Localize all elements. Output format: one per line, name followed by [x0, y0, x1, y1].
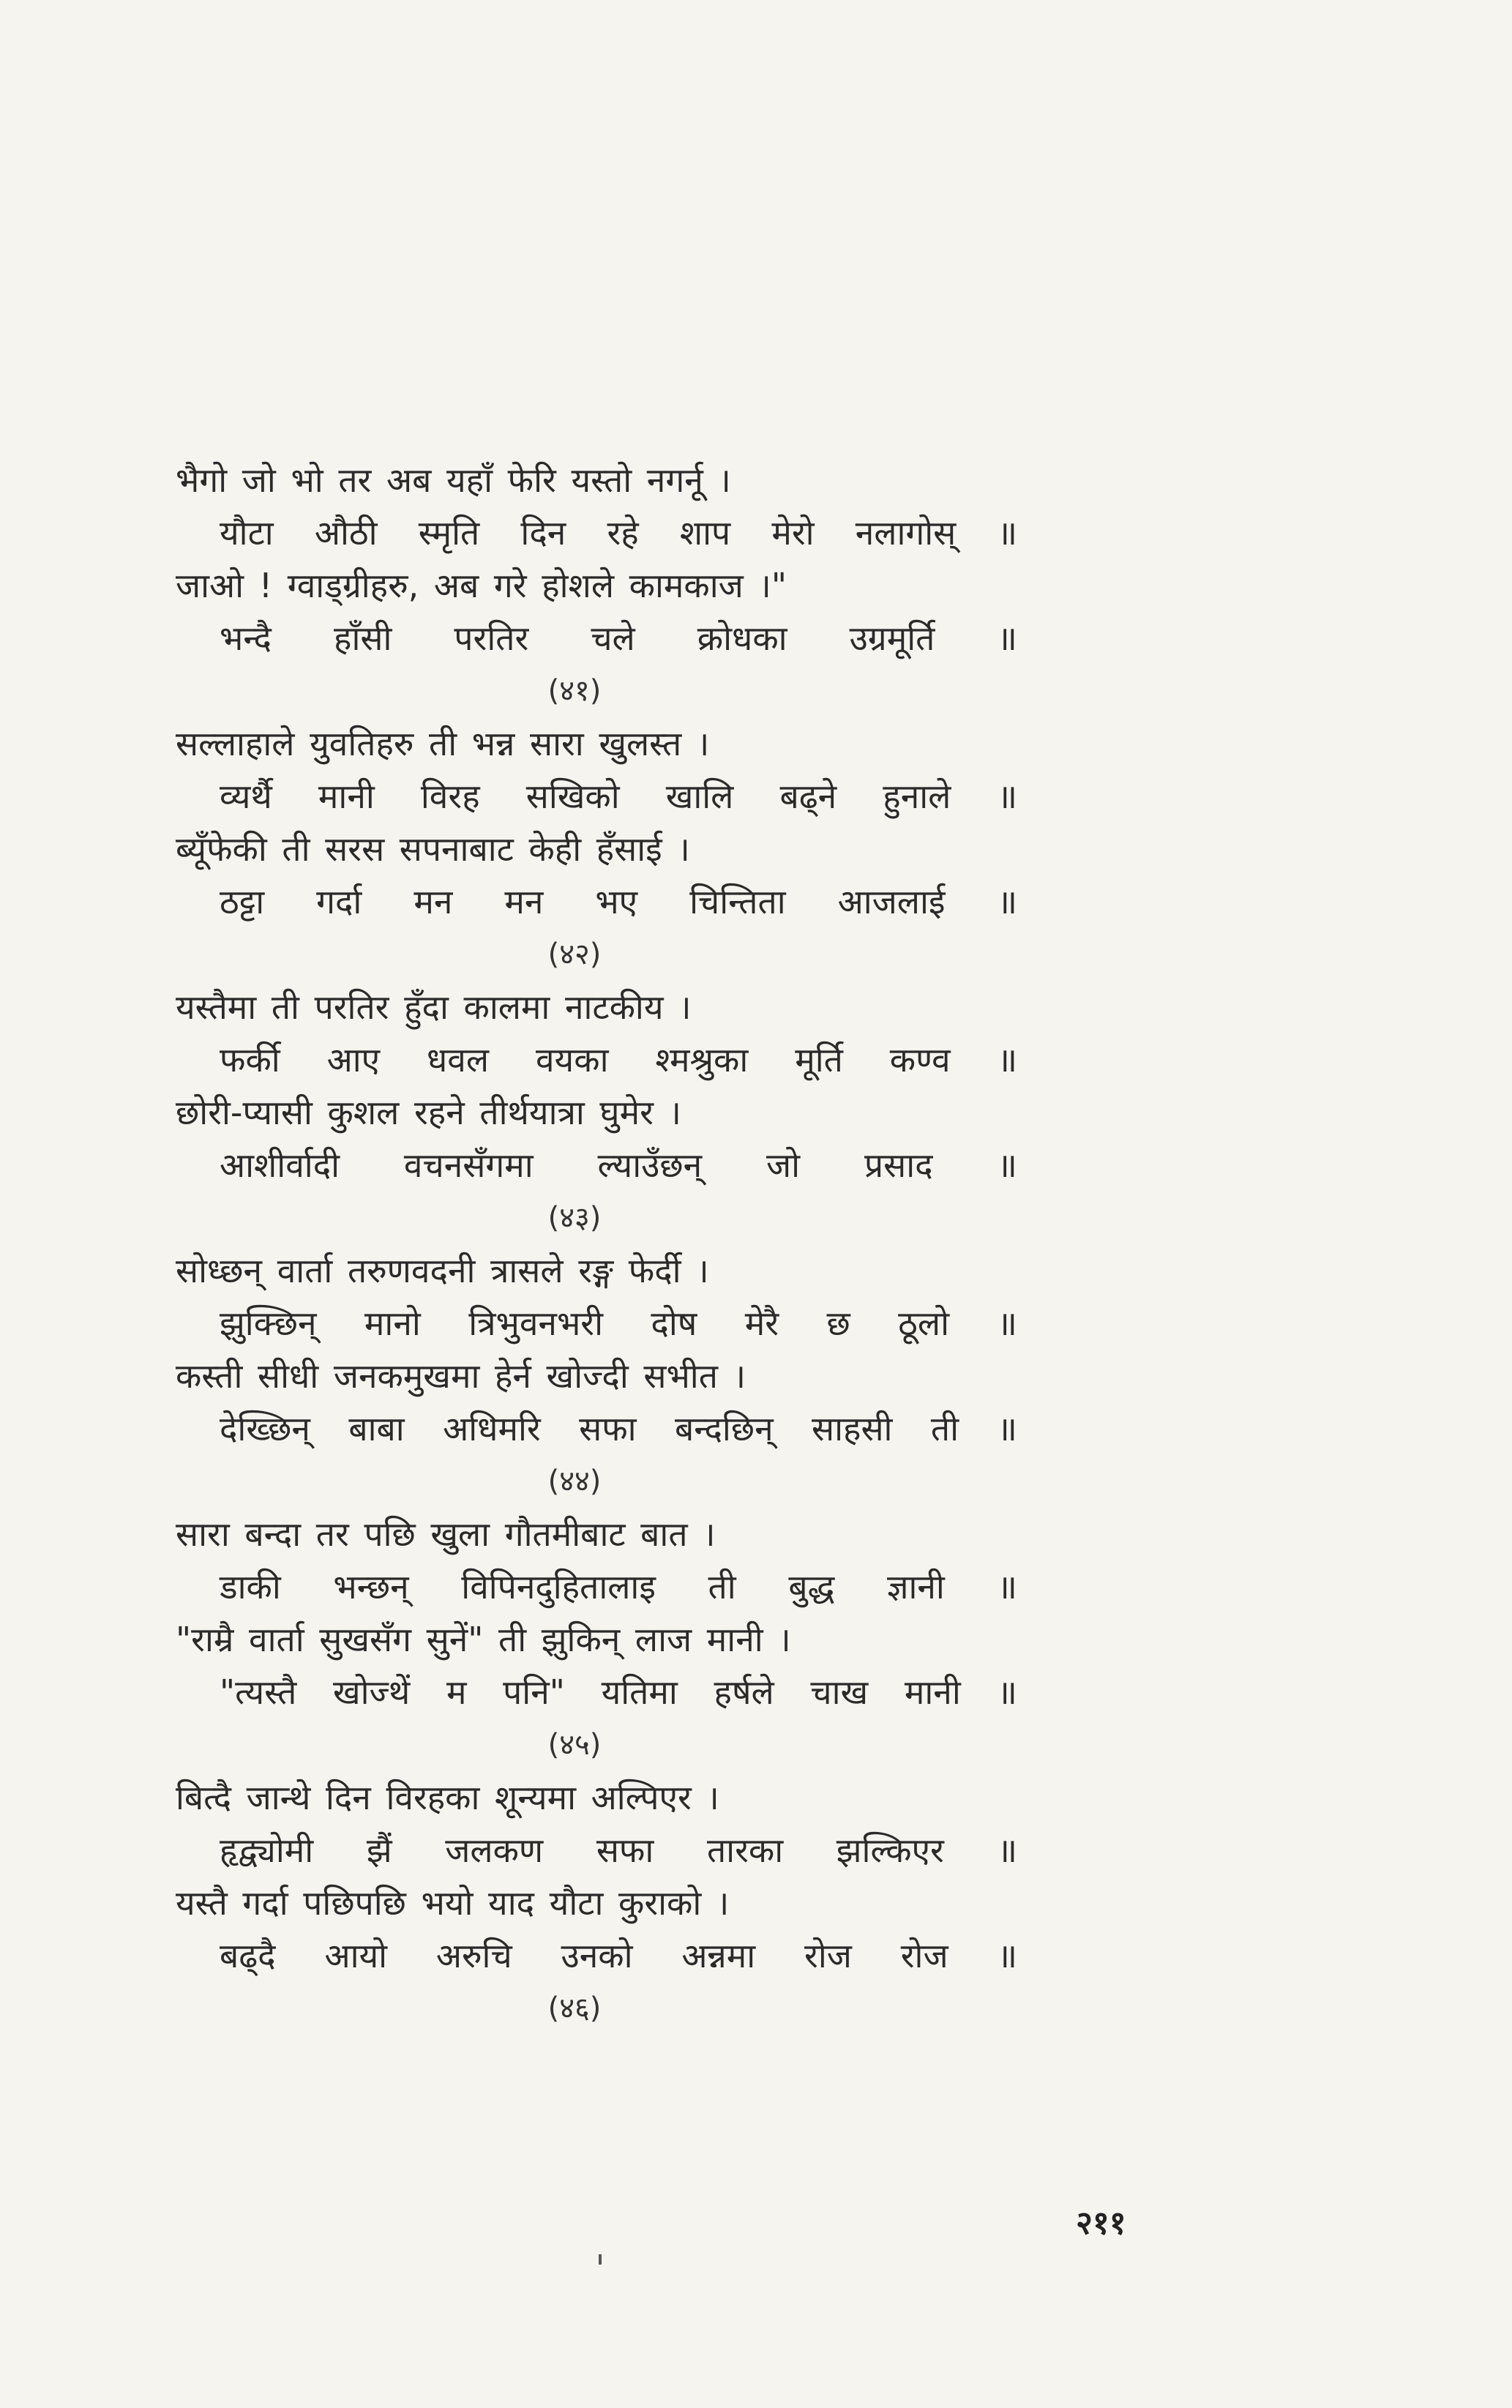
verse-line: व्यर्थै मानी विरह सखिको खालि बढ्ने हुनाले ॥	[220, 777, 1017, 816]
stanza-number: (४३)	[547, 1201, 602, 1235]
verse-line: यौटा औठी स्मृति दिन रहे शाप मेरो नलागोस् ॥	[220, 513, 1017, 553]
print-speck	[599, 2254, 602, 2265]
stanza-number: (४१)	[547, 674, 602, 708]
verse-line: कस्ती सीधी जनकमुखमा हेर्न खोज्दी सभीत ।	[176, 1356, 746, 1396]
verse-line: हृद्व्योमी झैं जलकण सफा तारका झल्किएर ॥	[220, 1831, 1017, 1870]
stanza-number: (४५)	[547, 1728, 602, 1762]
verse-line: डाकी भन्छन् विपिनदुहितालाइ ती बुद्ध ज्ञानी ॥	[220, 1567, 1017, 1607]
verse-line: आशीर्वादी वचनसँगमा ल्याउँछन् जो प्रसाद ॥	[220, 1145, 1017, 1185]
verse-line: भैगो जो भो तर अब यहाँ फेरि यस्तो नगर्नू ।	[176, 460, 731, 500]
verse-line: झुक्छिन् मानो त्रिभुवनभरी दोष मेरै छ ठूलो ॥	[220, 1304, 1017, 1343]
page-number: २११	[1076, 2205, 1126, 2242]
stanza-number: (४२)	[547, 938, 602, 971]
verse-line: यस्तैमा ती परतिर हुँदा कालमा नाटकीय ।	[176, 987, 692, 1027]
verse-line: "त्यस्तै खोज्थें म पनि" यतिमा हर्षले चाख मानी ॥	[220, 1672, 1017, 1712]
verse-line: "राम्रै वार्ता सुखसँग सुनें" ती झुकिन् लाज मानी ।	[176, 1620, 791, 1659]
verse-line: भन्दै हाँसी परतिर चले क्रोधका उग्रमूर्ति ॥	[220, 618, 1017, 658]
stanza-number: (४६)	[547, 1992, 602, 2025]
verse-line: सारा बन्दा तर पछि खुला गौतमीबाट बात ।	[176, 1514, 716, 1554]
verse-line: सल्लाहाले युवतिहरु ती भन्न सारा खुलस्त ।	[176, 724, 710, 763]
verse-line: सोध्छन् वार्ता तरुणवदनी त्रासले रङ्ग फेर्दी ।	[176, 1251, 709, 1290]
stanza-41	[176, 454, 1017, 717]
verse-line: ठट्टा गर्दा मन मन भए चिन्तिता आजलाई ॥	[220, 882, 1017, 921]
verse-line: यस्तै गर्दा पछिपछि भयो याद यौटा कुराको ।	[176, 1883, 730, 1923]
verse-line: बढ्दै आयो अरुचि उनको अन्नमा रोज रोज ॥	[220, 1936, 1017, 1975]
verse-line: छोरी-प्यासी कुशल रहने तीर्थयात्रा घुमेर ।	[176, 1093, 681, 1132]
verse-line: फर्की आए धवल वयका श्मश्रुका मूर्ति कण्व ॥	[220, 1040, 1017, 1080]
stanza-43	[176, 981, 1017, 1244]
verse-line: जाओ ! ग्वाड्ग्रीहरु, अब गरे होशले कामकाज ।"	[176, 566, 787, 605]
stanza-44	[176, 1244, 1017, 1508]
stanza-46	[176, 1771, 1017, 2035]
stanza-45	[176, 1508, 1017, 1771]
stanza-42	[176, 717, 1017, 981]
verse-block	[176, 454, 1017, 2035]
verse-line: देख्छिन् बाबा अधिमरि सफा बन्दछिन् साहसी ती ॥	[220, 1409, 1017, 1448]
verse-line: ब्यूँफेकी ती सरस सपनाबाट केही हँसाई ।	[176, 829, 690, 869]
stanza-number: (४४)	[547, 1465, 602, 1498]
verse-line: बित्दै जान्थे दिन विरहका शून्यमा अल्पिएर ।	[176, 1778, 719, 1817]
